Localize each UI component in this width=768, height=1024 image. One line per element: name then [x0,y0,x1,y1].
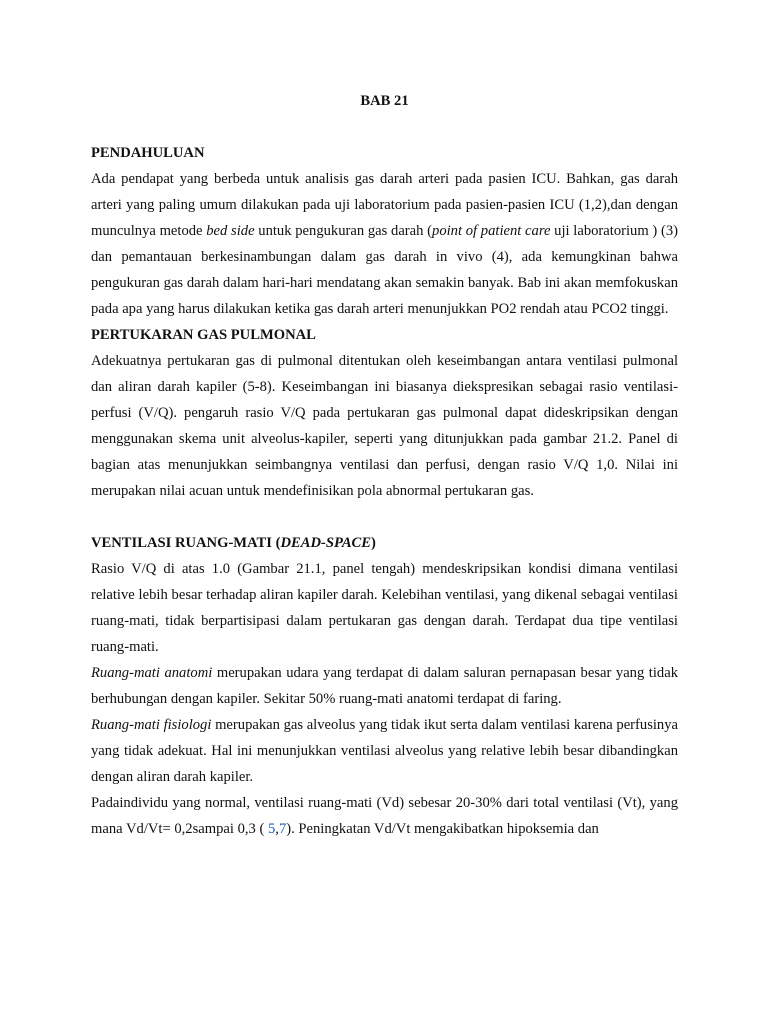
paragraph-physiologic-dead-space [91,712,678,790]
paragraph-anatomic-dead-space [91,660,678,712]
reference-link-5[interactable]: 5 [267,821,276,837]
paragraph-normal-dead-space [91,790,678,842]
text-run: , [275,821,279,837]
paragraph-dead-space-ratio: Rasio V/Q di atas 1.0 (Gambar 21.1, panel tengah) mendeskripsikan kondisi dimana ventilasi relative lebih besar terhadap aliran kapiler darah. Kelebihan ventilasi, yang dikenal sebagai ventilasi ruang-mati, tidak berpartisipasi dalam pertukaran gas dengan darah. Terdapat dua tipe ventilasi ruang-mati. [91,561,678,655]
text-run: merupakan udara yang terdapat di dalam saluran pernapasan besar yang tidak berhubungan dengan kapiler. Sekitar 50% ruang-mati anatomi terdapat di faring. [91,665,678,707]
text-run: uji laboratorium ) (3) dan pemantauan berkesinambungan dalam gas darah in vivo (4), ada kemungkinan bahwa pengukuran gas darah dalam hari-hari mendatang akan semakin banyak. Bab ini akan memfokuskan pada apa yang harus dilakukan ketika gas darah arteri menunjukkan PO2 rendah atau PCO2 tinggi. [91,223,678,317]
text-run: Padaindividu yang normal, ventilasi ruang-mati (Vd) sebesar 20-30% dari total ventilasi (Vt), yang mana Vd/Vt= 0,2sampai 0,3 ( [91,795,678,837]
section-heading-pertukaran-gas: PERTUKARAN GAS PULMONAL [91,327,316,343]
paragraph-intro [91,166,678,322]
text-run: merupakan gas alveolus yang tidak ikut serta dalam ventilasi karena perfusinya yang tidak adekuat. Hal ini menunjukkan ventilasi alveolus yang relative lebih besar dibandingkan dengan aliran darah kapiler. [91,717,679,785]
paragraph-gap [91,504,678,530]
document-body [91,88,678,842]
italic-term-bed-side: bed side [206,223,255,239]
heading-run: ) [371,535,376,551]
heading-run: VENTILASI RUANG-MATI ( [91,535,281,551]
section-heading-pendahuluan: PENDAHULUAN [91,145,205,161]
italic-term-point-of-care: point of patient care [432,223,551,239]
reference-link-7[interactable]: 7 [278,821,287,837]
italic-term-physiologic: Ruang-mati fisiologi [91,717,212,733]
chapter-title: BAB 21 [360,93,409,109]
section-heading-dead-space [91,530,678,556]
paragraph-gas-exchange: Adekuatnya pertukaran gas di pulmonal ditentukan oleh keseimbangan antara ventilasi pulmonal dan aliran darah kapiler (5-8). Keseimbangan ini biasanya diekspresikan sebagai rasio ventilasi-perfusi (V/Q). pengaruh rasio V/Q pada pertukaran gas pulmonal dapat dideskripsikan dengan menggunakan skema unit alveolus-kapiler, seperti yang ditunjukkan pada gambar 21.2. Panel di bagian atas menunjukkan seimbangnya ventilasi dan perfusi, dengan rasio V/Q 1,0. Nilai ini merupakan nilai acuan untuk mendefinisikan pola abnormal pertukaran gas. [91,353,678,499]
text-run: untuk pengukuran gas darah ( [254,223,433,239]
text-run: Ada pendapat yang berbeda untuk analisis gas darah arteri pada pasien ICU. Bahkan, gas darah arteri yang paling umum dilakukan pada uji laboratorium pada pasien-pasien ICU (1,2),dan dengan munculnya metode [91,171,678,239]
text-run: ). Peningkatan Vd/Vt mengakibatkan hipoksemia dan [286,821,599,837]
italic-term-anatomic: Ruang-mati anatomi [91,665,213,681]
heading-italic-run: DEAD-SPACE [280,535,372,551]
